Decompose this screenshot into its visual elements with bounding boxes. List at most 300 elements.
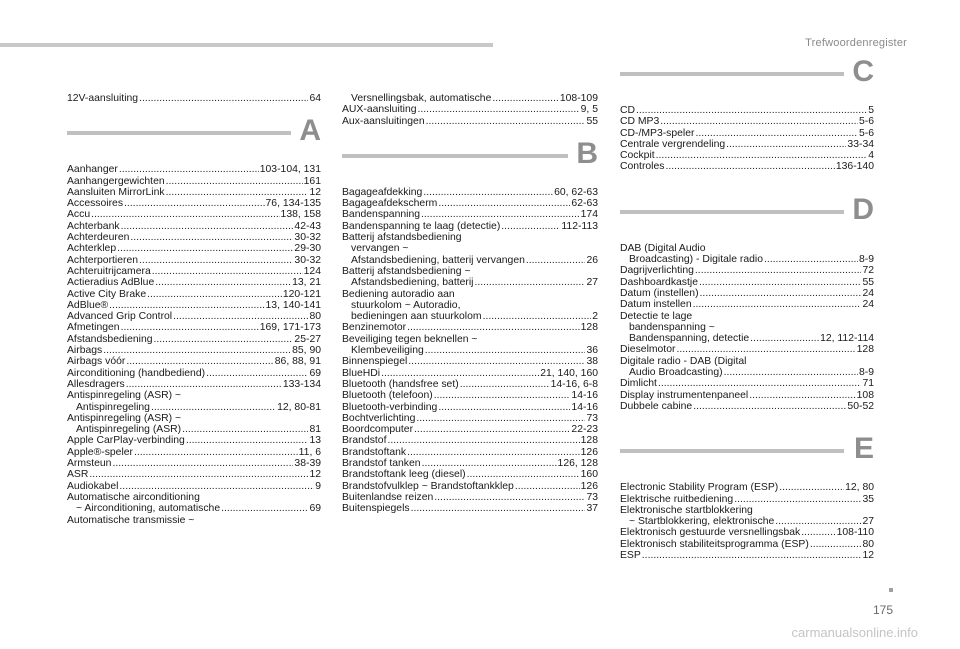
dot-leader [411, 503, 586, 514]
index-column-3 [620, 55, 874, 562]
entry-term: Bluetooth (handsfree set) [342, 378, 459, 390]
index-entry [620, 344, 874, 355]
dot-leader [636, 105, 867, 116]
index-entry [67, 469, 321, 480]
entry-term: Buitenspiegels [342, 503, 410, 515]
entry-pages: 27 [586, 277, 598, 289]
index-entry [620, 482, 874, 493]
index-entry [67, 289, 321, 300]
entry-term: AdBlue® [67, 299, 109, 311]
entry-pages: 55 [862, 276, 874, 288]
dot-leader [665, 161, 834, 172]
entry-term: Airbags [67, 345, 103, 357]
dot-leader [91, 209, 279, 220]
dot-leader [810, 539, 862, 550]
entry-pages: 8-9 [858, 254, 874, 266]
index-entry: Antispinregeling (ASR) ~ [67, 390, 182, 402]
index-entry [67, 345, 321, 356]
index-entry [620, 550, 874, 561]
section-rule [620, 72, 844, 76]
entry-pages: 103-104, 131 [259, 164, 321, 176]
dot-leader [467, 469, 580, 480]
index-entry [342, 390, 598, 401]
dot-leader [775, 516, 861, 527]
entry-term: Bluetooth-verbinding [342, 401, 438, 413]
section-letter: C [852, 55, 874, 88]
index-entry [620, 378, 874, 389]
entry-term: Afstandsbediening, batterij vervangen [351, 254, 525, 266]
entry-term: AUX-aansluiting [342, 104, 417, 116]
entry-term: Display instrumentenpaneel [620, 389, 749, 401]
entry-term: Electronic Stability Program (ESP) [620, 482, 779, 494]
entry-term: Dagrijverlichting [620, 265, 694, 277]
entry-pages: 36 [586, 345, 598, 357]
index-entry [620, 128, 874, 139]
entry-pages: 9 [315, 480, 321, 492]
entry-term: Benzinemotor [342, 322, 407, 334]
entry-term: Afmetingen [67, 322, 120, 334]
entry-term: ESP [620, 550, 641, 562]
dot-leader [438, 402, 570, 413]
index-entry [342, 368, 598, 379]
section-rule [620, 449, 844, 453]
dot-leader [166, 176, 303, 187]
dot-leader [726, 139, 846, 150]
entry-term: Bluetooth (telefoon) [342, 390, 433, 402]
dot-leader [426, 116, 586, 127]
index-entry [342, 104, 598, 115]
index-entry [620, 105, 874, 116]
page-marker [889, 588, 893, 592]
index-entry [342, 492, 598, 503]
index-entry [620, 401, 874, 412]
entry-pages: 13 [309, 435, 321, 447]
index-entry [67, 93, 321, 104]
entry-term: Bandenspanning, detectie [629, 333, 750, 345]
dot-leader [434, 492, 585, 503]
section-header-b [342, 137, 598, 181]
entry-term: Broadcasting) - Digitale radio [629, 254, 763, 266]
dot-leader [155, 277, 291, 288]
dot-leader [656, 150, 868, 161]
entry-term: Elektronisch stabiliteitsprogramma (ESP) [620, 538, 809, 550]
entry-pages: 73 [586, 491, 598, 503]
index-entry [67, 266, 321, 277]
entry-pages: 108-109 [559, 93, 598, 104]
section-header-c [620, 55, 874, 99]
entry-term: Apple CarPlay-verbinding [67, 435, 185, 447]
index-entry [342, 198, 598, 209]
entry-term: Datum (instellen) [620, 287, 699, 299]
entry-term: Bagageafdekscherm [342, 198, 438, 210]
entry-pages: 128 [580, 322, 598, 334]
index-entry: Elektronische startblokkering [620, 504, 753, 516]
dot-leader [119, 481, 314, 492]
index-entry [67, 503, 321, 514]
watermark: carmanualsonline.info [791, 625, 918, 640]
dot-leader [526, 255, 586, 266]
dot-leader [660, 116, 858, 127]
entry-term: Brandstof tanken [342, 458, 421, 470]
entry-pages: 13, 21 [292, 277, 321, 289]
entry-pages: 12 [309, 469, 321, 481]
dot-leader [750, 333, 819, 344]
index-entry [67, 322, 321, 333]
index-entry: bandenspanning ~ [629, 321, 715, 333]
entry-pages: 85, 90 [292, 345, 321, 357]
index-entry [342, 424, 598, 435]
entry-pages: 12 [309, 186, 321, 198]
entry-term: bedieningen aan stuurkolom [351, 311, 482, 323]
entry-pages: 14-16, 6-8 [550, 378, 598, 390]
index-entry [342, 255, 598, 266]
index-entry [67, 481, 321, 492]
page-header-title: Trefwoordenregister [805, 37, 907, 49]
index-entry [67, 198, 321, 209]
index-entry [620, 367, 874, 378]
dot-leader [407, 447, 580, 458]
entry-pages: 5-6 [858, 116, 874, 128]
index-entry [342, 413, 598, 424]
entry-term: Bochtverlichting [342, 412, 416, 424]
index-entry [67, 176, 321, 187]
entry-pages: 138, 158 [280, 209, 321, 221]
entry-pages: 22-23 [571, 424, 598, 436]
index-entry [620, 288, 874, 299]
entry-pages: 60, 62-63 [554, 186, 598, 198]
index-entry [620, 139, 874, 150]
entry-pages: 124 [303, 265, 321, 277]
index-entry [342, 311, 598, 322]
entry-term: CD MP3 [620, 116, 660, 128]
dot-leader [126, 379, 282, 390]
index-entry: Digitale radio - DAB (Digital [620, 355, 747, 367]
entry-pages: 108 [856, 389, 874, 401]
dot-leader [130, 232, 293, 243]
entry-term: Active City Brake [67, 288, 147, 300]
entry-term: Bagageafdekking [342, 186, 423, 198]
index-entry [620, 527, 874, 538]
index-entry: Batterij afstandsbediening ~ [342, 265, 471, 277]
dot-leader [152, 266, 303, 277]
entry-pages: 128 [856, 344, 874, 356]
entry-pages: 128 [580, 435, 598, 447]
entry-term: Boordcomputer [342, 424, 414, 436]
dot-leader [501, 221, 560, 232]
entry-term: Airconditioning (handbediend) [67, 367, 206, 379]
entry-pages: 71 [862, 378, 874, 390]
entry-term: Antispinregeling [76, 401, 150, 413]
entry-pages: 38-39 [294, 458, 321, 470]
entry-term: Afstandsbediening [67, 333, 153, 345]
entry-pages: 72 [862, 265, 874, 277]
entry-term: Dashboardkastje [620, 276, 698, 288]
entry-term: 12V-aansluiting [67, 93, 139, 104]
entry-term: Brandstoftank [342, 446, 407, 458]
index-entry [342, 481, 598, 492]
index-entry: stuurkolom ~ Autoradio, [351, 299, 461, 311]
dot-leader [700, 288, 862, 299]
index-entry [67, 447, 321, 458]
entry-pages: 38 [586, 356, 598, 368]
entry-pages: 81 [309, 424, 321, 436]
dot-leader [699, 277, 861, 288]
entry-pages: 12, 80-81 [277, 401, 321, 413]
entry-pages: 13, 140-141 [265, 299, 321, 311]
entry-pages: 169, 171-173 [259, 322, 321, 334]
dot-leader [421, 209, 580, 220]
entry-pages: 2 [592, 311, 598, 323]
entry-term: Actieradius AdBlue [67, 277, 155, 289]
index-entry [620, 161, 874, 172]
entry-term: Versnellingsbak, automatische [351, 93, 492, 104]
index-entry [342, 458, 598, 469]
entry-pages: 62-63 [571, 198, 598, 210]
entry-term: Advanced Grip Control [67, 311, 173, 323]
entry-pages: 9, 5 [580, 104, 598, 116]
dot-leader [103, 345, 291, 356]
dot-leader [387, 435, 579, 446]
index-entry: Automatische transmissie ~ [67, 514, 195, 526]
entry-term: Buitenlandse reizen [342, 491, 434, 503]
entry-term: Airbags vóór [67, 356, 126, 368]
entry-pages: 11, 6 [298, 446, 321, 458]
entry-pages: 112-113 [561, 220, 598, 232]
dot-leader [112, 458, 293, 469]
index-entry [342, 402, 598, 413]
entry-pages: 80 [309, 311, 321, 323]
index-entry [342, 356, 598, 367]
entry-pages: 86, 88, 91 [274, 356, 321, 368]
entry-term: Aansluiten MirrorLink [67, 186, 165, 198]
entry-term: Cockpit [620, 150, 655, 162]
dot-leader [124, 198, 265, 209]
index-entry [620, 539, 874, 550]
entry-term: ~ Airconditioning, automatische [76, 503, 221, 515]
dot-leader [474, 277, 585, 288]
dot-leader [414, 424, 570, 435]
dot-leader [764, 254, 858, 265]
section-rule [67, 131, 291, 135]
entry-term: Accessoires [67, 198, 124, 210]
index-entry [67, 368, 321, 379]
dot-leader [407, 322, 580, 333]
entry-pages: 174 [580, 209, 598, 221]
index-column-1 [67, 93, 321, 526]
index-entry [342, 503, 598, 514]
dot-leader [151, 402, 276, 413]
page-number: 175 [872, 603, 893, 617]
index-entry [342, 277, 598, 288]
index-entry [342, 221, 598, 232]
entry-pages: 73 [586, 412, 598, 424]
entry-pages: 24 [862, 299, 874, 311]
dot-leader [676, 344, 855, 355]
entry-pages: 33-34 [847, 138, 874, 150]
entry-term: Bandenspanning te laag (detectie) [342, 220, 501, 232]
index-entry [620, 254, 874, 265]
entry-term: Datum instellen [620, 299, 692, 311]
entry-pages: 126, 128 [557, 458, 598, 470]
entry-pages: 76, 134-135 [265, 198, 321, 210]
index-entry [67, 458, 321, 469]
dot-leader [492, 93, 559, 104]
dot-leader [381, 368, 539, 379]
index-entry [67, 277, 321, 288]
entry-term: Achterdeuren [67, 232, 130, 244]
index-entry [620, 277, 874, 288]
entry-pages: 14-16 [571, 390, 598, 402]
index-entry [67, 402, 321, 413]
index-entry [342, 379, 598, 390]
dot-leader [119, 164, 259, 175]
dot-leader [658, 378, 861, 389]
index-entry [67, 243, 321, 254]
dot-leader [423, 187, 553, 198]
entry-term: Controles [620, 161, 665, 173]
section-header-a [67, 114, 321, 158]
entry-term: Armsteun [67, 458, 112, 470]
entry-term: Brandstoftank leeg (diesel) [342, 469, 466, 481]
entry-pages: 133-134 [282, 378, 321, 390]
dot-leader [134, 447, 298, 458]
entry-term: ~ Startblokkering, elektronische [629, 516, 775, 528]
entry-term: Dimlicht [620, 378, 657, 390]
dot-leader [422, 458, 557, 469]
entry-pages: 160 [580, 469, 598, 481]
entry-term: CD [620, 105, 636, 116]
index-entry: Detectie te lage [620, 310, 693, 322]
entry-term: Apple®-speler [67, 446, 133, 458]
index-entry [342, 447, 598, 458]
index-entry [342, 187, 598, 198]
index-entry: DAB (Digital Audio [620, 242, 706, 254]
entry-term: Aanhanger [67, 164, 118, 176]
index-entry [620, 116, 874, 127]
entry-pages: 27 [862, 516, 874, 528]
index-entry [67, 187, 321, 198]
entry-term: Elektronisch gestuurde versnellingsbak [620, 527, 801, 539]
entry-pages: 126 [580, 480, 598, 492]
entry-pages: 50-52 [847, 400, 874, 412]
entry-pages: 35 [862, 493, 874, 505]
entry-pages: 64 [309, 93, 321, 104]
section-gap [620, 173, 874, 183]
index-entry [67, 334, 321, 345]
dot-leader [779, 482, 844, 493]
entry-term: Centrale vergrendeling [620, 138, 726, 150]
entry-term: Klembeveiliging [351, 345, 424, 357]
dot-leader [515, 481, 580, 492]
entry-term: Accu [67, 209, 91, 221]
entry-term: Brandstofvulklep ~ Brandstoftankklep [342, 480, 514, 492]
dot-leader [695, 128, 857, 139]
entry-term: Dubbele cabine [620, 400, 693, 412]
dot-leader [139, 255, 293, 266]
entry-pages: 12, 112-114 [820, 333, 874, 345]
index-entry: vervangen ~ [351, 243, 409, 255]
index-entry [620, 516, 874, 527]
dot-leader [749, 390, 855, 401]
entry-term: Achterportieren [67, 254, 139, 266]
dot-leader [182, 424, 308, 435]
entry-pages: 136-140 [835, 161, 874, 173]
dot-leader [693, 299, 862, 310]
entry-term: BlueHDi [342, 367, 381, 379]
index-entry [620, 390, 874, 401]
index-entry [67, 356, 321, 367]
dot-leader [109, 300, 264, 311]
entry-pages: 14-16 [571, 401, 598, 413]
dot-leader [642, 550, 862, 561]
index-entry [67, 255, 321, 266]
entry-term: Achteruitrijcamera [67, 265, 151, 277]
section-header-d [620, 193, 874, 237]
index-entry [342, 322, 598, 333]
entry-pages: 25-27 [294, 333, 321, 345]
dot-leader [89, 469, 308, 480]
entry-term: Brandstof [342, 435, 387, 447]
entry-term: Bandenspanning [342, 209, 421, 221]
index-entry [67, 209, 321, 220]
entry-pages: 30-32 [294, 232, 321, 244]
entry-term: Aux-aansluitingen [342, 115, 425, 127]
entry-term: Allesdragers [67, 378, 125, 390]
dot-leader [139, 93, 308, 104]
entry-term: Elektrische ruitbediening [620, 493, 734, 505]
dot-leader [117, 243, 293, 254]
index-entry [342, 116, 598, 127]
entry-pages: 4 [868, 150, 874, 162]
dot-leader [483, 311, 592, 322]
dot-leader [186, 435, 309, 446]
header-rule [0, 43, 493, 47]
dot-leader [724, 367, 858, 378]
section-letter: A [299, 114, 321, 148]
entry-pages: 5-6 [858, 127, 874, 139]
entry-pages: 69 [309, 503, 321, 515]
entry-pages: 30-32 [294, 254, 321, 266]
dot-leader [434, 390, 571, 401]
index-entry [342, 93, 598, 104]
entry-term: ASR [67, 469, 89, 481]
entry-term: Achterbank [67, 220, 120, 232]
index-entry [67, 164, 321, 175]
entry-pages: 26 [586, 254, 598, 266]
dot-leader [154, 334, 294, 345]
entry-pages: 108-110 [836, 527, 874, 539]
index-entry [67, 379, 321, 390]
dot-leader [126, 356, 273, 367]
entry-term: Audio Broadcasting) [629, 367, 723, 379]
index-entry [620, 333, 874, 344]
entry-term: Dieselmotor [620, 344, 676, 356]
entry-pages: 12, 80 [845, 482, 874, 494]
entry-term: CD-/MP3-speler [620, 127, 695, 139]
dot-leader [166, 187, 309, 198]
index-entry: Bediening autoradio aan [342, 288, 455, 300]
dot-leader [173, 311, 308, 322]
index-column-2 [342, 93, 598, 515]
entry-pages: 29-30 [294, 243, 321, 255]
entry-pages: 37 [586, 503, 598, 515]
index-entry [342, 345, 598, 356]
dot-leader [416, 413, 585, 424]
entry-pages: 8-9 [858, 367, 874, 379]
index-entry [342, 209, 598, 220]
section-rule [620, 210, 844, 214]
dot-leader [206, 368, 308, 379]
